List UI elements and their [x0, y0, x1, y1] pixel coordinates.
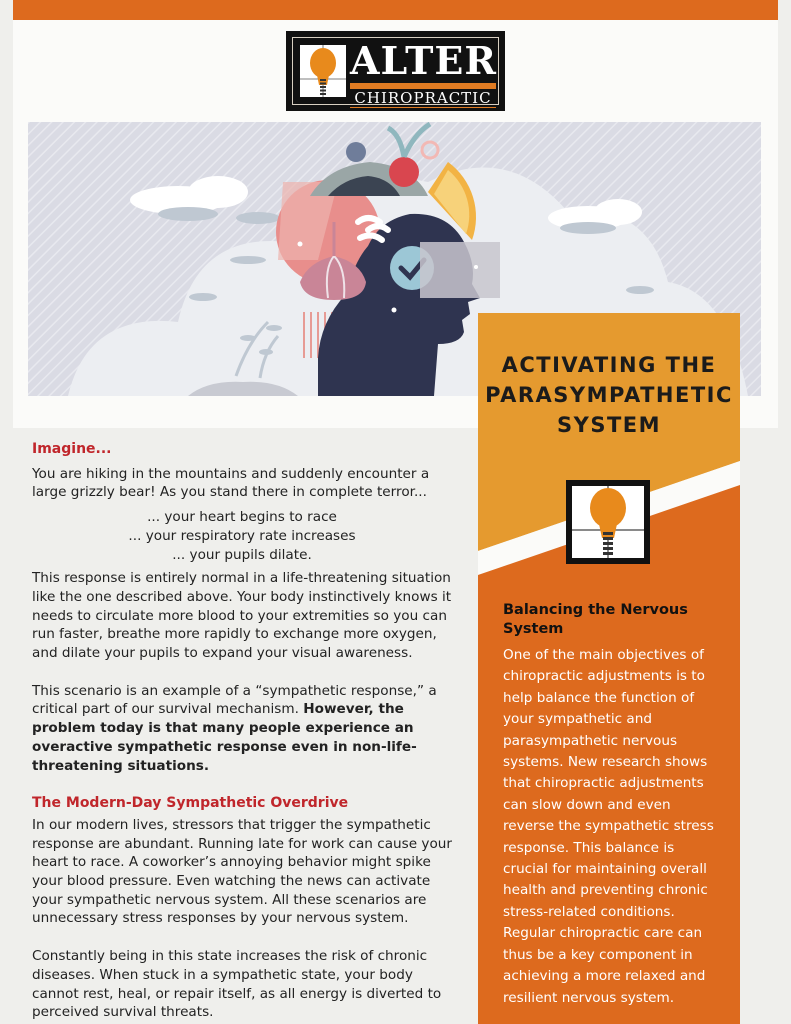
paragraph: In our modern lives, stressors that trigger the sympathetic response are abundant. Running late for work can cause your heart to race. A coworker’s annoying behavior might spike your blood pressure. Even watching the news can activate your sympathetic nervous system. All these scenarios are unnecessary stress responses by your nervous system. — [32, 816, 452, 927]
intro-paragraph: You are hiking in the mountains and suddenly encounter a large grizzly bear! As you stand there in complete terror... — [32, 465, 430, 501]
list-item: ... your pupils dilate. — [172, 546, 312, 563]
paragraph: Constantly being in this state increases the risk of chronic diseases. When stuck in a sympathetic state, your body cannot rest, heal, or repair itself, as all energy is diverted to perceived survival threats. — [32, 948, 442, 1021]
symptom-list — [32, 508, 452, 564]
list-item: ... your respiratory rate increases — [128, 527, 356, 544]
section-heading-overdrive: The Modern-Day Sympathetic Overdrive — [32, 795, 349, 812]
paragraph: This response is entirely normal in a life-threatening situation like the one described above. Your body instinctively knows it needs to circulate more blood to your extremities so you can run faster, breathe more rapidly to exchange more oxygen, and dilate your pupils to expand your visual awareness. — [32, 570, 452, 662]
spine-head-icon — [300, 45, 346, 97]
sidebar-body: One of the main objectives of chiropractic adjustments is to help balance the function of your sympathetic and parasympathetic nervous systems. New research shows that chiropractic adjustments can slow down and even reverse the sympathetic stress response. This balance is crucial for maintaining overall health and preventing chronic stress-related conditions. Regular chiropractic care can thus be a key component in achieving a more relaxed and resilient nervous system. — [503, 647, 714, 1006]
paragraph: This scenario is an example of a “sympathetic response,” a critical part of our survival mechanism. However, the problem today is that many people experience an overactive sympathetic response even in non-life-threatening situations. — [32, 682, 437, 774]
sidebar-panel — [478, 313, 740, 1024]
sidebar-heading: Balancing the Nervous System — [503, 602, 688, 637]
list-item: ... your heart begins to race — [147, 509, 337, 526]
top-accent-bar — [13, 0, 778, 20]
section-heading-imagine: Imagine... — [32, 441, 112, 457]
logo-subtitle: CHIROPRACTIC — [350, 88, 496, 108]
main-article — [32, 440, 452, 1022]
sidebar-title: ACTIVATING THE PARASYMPATHETIC SYSTEM — [485, 353, 733, 437]
alter-chiropractic-logo — [286, 31, 505, 111]
logo-wordmark: ALTER — [350, 38, 497, 83]
spine-head-icon — [566, 480, 650, 564]
